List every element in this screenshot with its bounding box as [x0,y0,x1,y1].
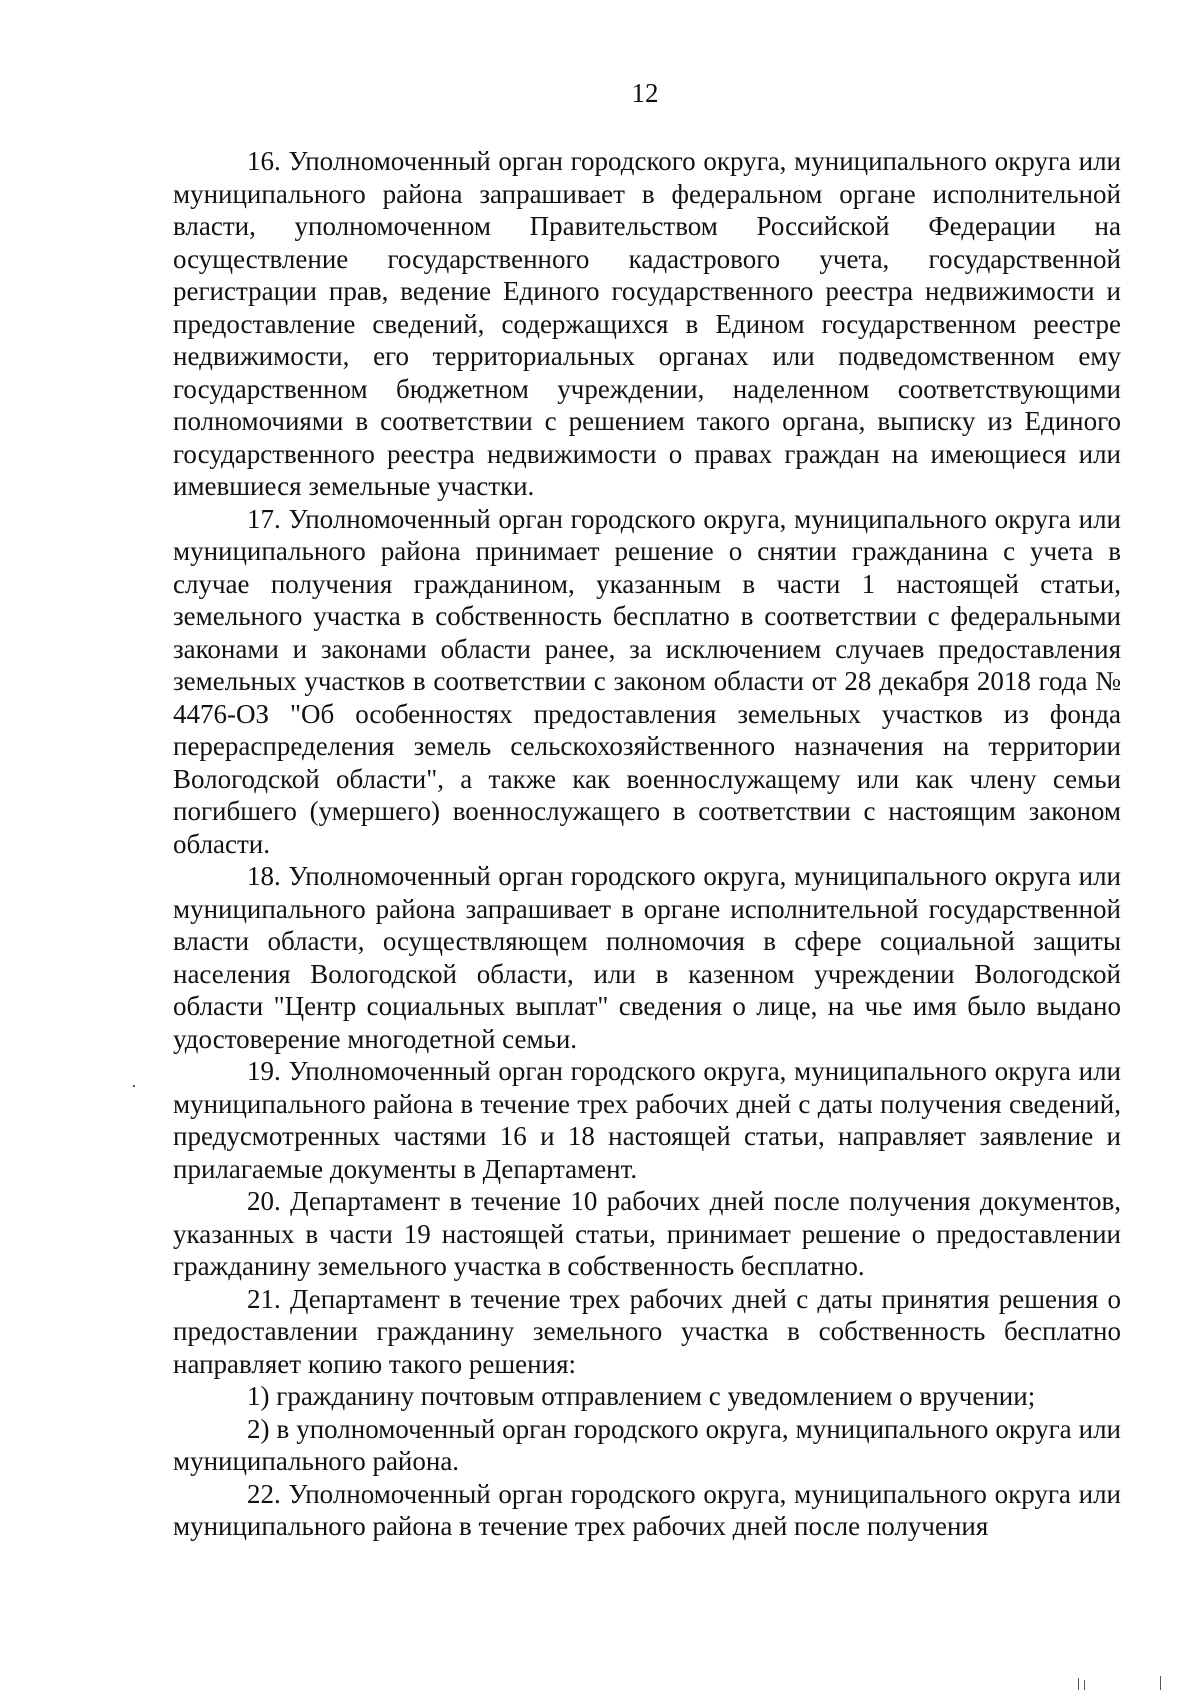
page-number: 12 [631,78,659,108]
scan-artifact-marks [1078,1678,1079,1690]
list-item-1: 1) гражданину почтовым отправлением с уведомлением о вручении; [247,1381,1036,1411]
paragraph-17: 17. Уполномоченный орган городского округа, муниципального округа или муниципального района принимает решение о снятии гражданина с учета в случае получения гражданином, указанным в части 1 настоящей статьи, земельного участка в собственность бесплатно в соответствии с федеральными законами и законами области ранее, за исключением случаев предоставления земельных участков в соответствии с законом области от 28 декабря 2018 года № 4476-ОЗ "Об особенностях предоставления земельных участков из фонда перераспределения земель сельскохозяйственного назначения на территории Вологодской области", а также как военнослужащему или как члену семьи погибшего (умершего) военнослужащего в соответствии с настоящим законом области. [173,503,1121,859]
list-item-2: 2) в уполномоченный орган городского округа, муниципального округа или муниципального района. [173,1413,1121,1476]
document-body [173,145,1121,1543]
scan-artifact-marks [1160,1676,1161,1690]
paragraph-18: 18. Уполномоченный орган городского округа, муниципального округа или муниципального района запрашивает в органе исполнительной государственной власти области, осуществляющем полномочия в сфере социальной защиты населения Вологодской области, или в казенном учреждении Вологодской области "Центр социальных выплат" сведения о лице, на чье имя было выдано удостоверение многодетной семьи. [173,861,1121,1054]
paragraph-21: 21. Департамент в течение трех рабочих дней с даты принятия решения о предоставлении гражданину земельного участка в собственность бесплатно направляет копию такого решения: [173,1283,1121,1379]
paragraph-19: 19. Уполномоченный орган городского округа, муниципального округа или муниципального района в течение трех рабочих дней с даты получения сведений, предусмотренных частями 16 и 18 настоящей статьи, направляет заявление и прилагаемые документы в Департамент. [173,1056,1121,1184]
scan-artifact-marks [1084,1680,1085,1690]
scan-artifact-dot [133,1085,135,1087]
paragraph-16: 16. Уполномоченный орган городского округа, муниципального округа или муниципального района запрашивает в федеральном органе исполнительной власти, уполномоченном Правительством Российской Федерации на осуществление государственного кадастрового учета, государственной регистрации прав, ведение Единого государственного реестра недвижимости и предоставление сведений, содержащихся в Едином государственном реестре недвижимости, его территориальных органах или подведомственном ему государственном бюджетном учреждении, наделенном соответствующими полномочиями в соответствии с решением такого органа, выписку из Единого государственного реестра недвижимости о правах граждан на имеющиеся или имевшиеся земельные участки. [173,146,1121,501]
paragraph-20: 20. Департамент в течение 10 рабочих дней после получения документов, указанных в части 19 настоящей статьи, принимает решение о предоставлении гражданину земельного участка в собственность бесплатно. [173,1186,1121,1281]
paragraph-22: 22. Уполномоченный орган городского округа, муниципального округа или муниципального района в течение трех рабочих дней после получения [173,1478,1121,1541]
